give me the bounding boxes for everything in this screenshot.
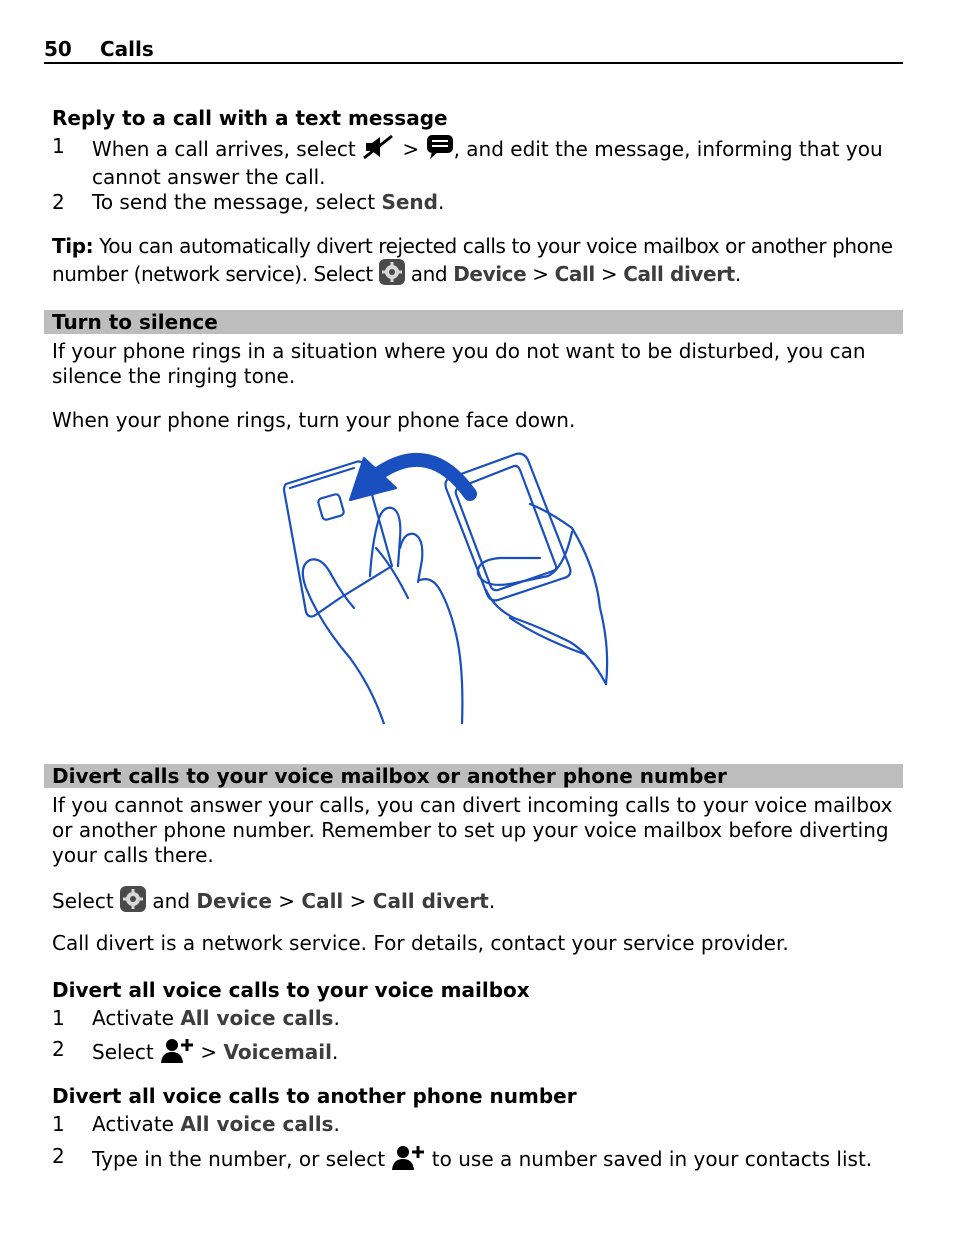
section-heading-turn-to-silence: Turn to silence [44,310,903,334]
send-option: Send [381,190,438,214]
step-text: Select > Voicemail. [92,1037,892,1068]
step-text: When a call arrives, select > , and edit the message, informing that you cannot answer the call. [92,134,892,189]
step-text: Type in the number, or select to use a number saved in your contacts list. [92,1144,892,1175]
turn-phone-face-down-illustration [280,448,670,724]
number-title: Divert all voice calls to another phone number [52,1084,577,1108]
mailbox-title: Divert all voice calls to your voice mailbox [52,978,530,1002]
step-number: 1 [52,134,65,158]
settings-gear-icon [120,886,146,918]
step-number: 1 [52,1112,65,1136]
silence-paragraph-1: If your phone rings in a situation where you do not want to be disturbed, you can silence the ringing tone. [52,339,866,388]
divert-paragraph-1: If you cannot answer your calls, you can divert incoming calls to your voice mailbox or another phone number. Remember to set up your voice mailbox before diverting your calls there. [52,793,893,867]
divert-paragraph-3: Call divert is a network service. For details, contact your service provider. [52,931,789,955]
chapter-title: Calls [100,37,154,61]
page-header [44,36,903,64]
reply-title: Reply to a call with a text message [52,106,448,130]
divert-select-path: Select and Device > Call > Call divert. [52,886,904,918]
section-heading-divert-calls: Divert calls to your voice mailbox or another phone number [44,764,903,788]
add-contact-icon [160,1037,194,1068]
settings-gear-icon [379,259,405,291]
step-number: 2 [52,1037,65,1061]
speaker-muted-icon [362,134,396,165]
tip-label: Tip: [52,234,94,258]
step-number: 2 [52,1144,65,1168]
page-number: 50 [44,37,72,61]
message-bubble-icon [426,134,454,165]
step-number: 2 [52,190,65,214]
tip-paragraph: Tip: You can automatically divert rejected calls to your voice mailbox or another phone number (network service). Select and Device > Call > Call divert. [52,234,904,291]
step-text: Activate All voice calls. [92,1006,340,1030]
silence-paragraph-2: When your phone rings, turn your phone face down. [52,408,576,432]
add-contact-icon [391,1144,425,1175]
step-text: To send the message, select Send. [92,190,445,214]
step-number: 1 [52,1006,65,1030]
step-text: Activate All voice calls. [92,1112,340,1136]
